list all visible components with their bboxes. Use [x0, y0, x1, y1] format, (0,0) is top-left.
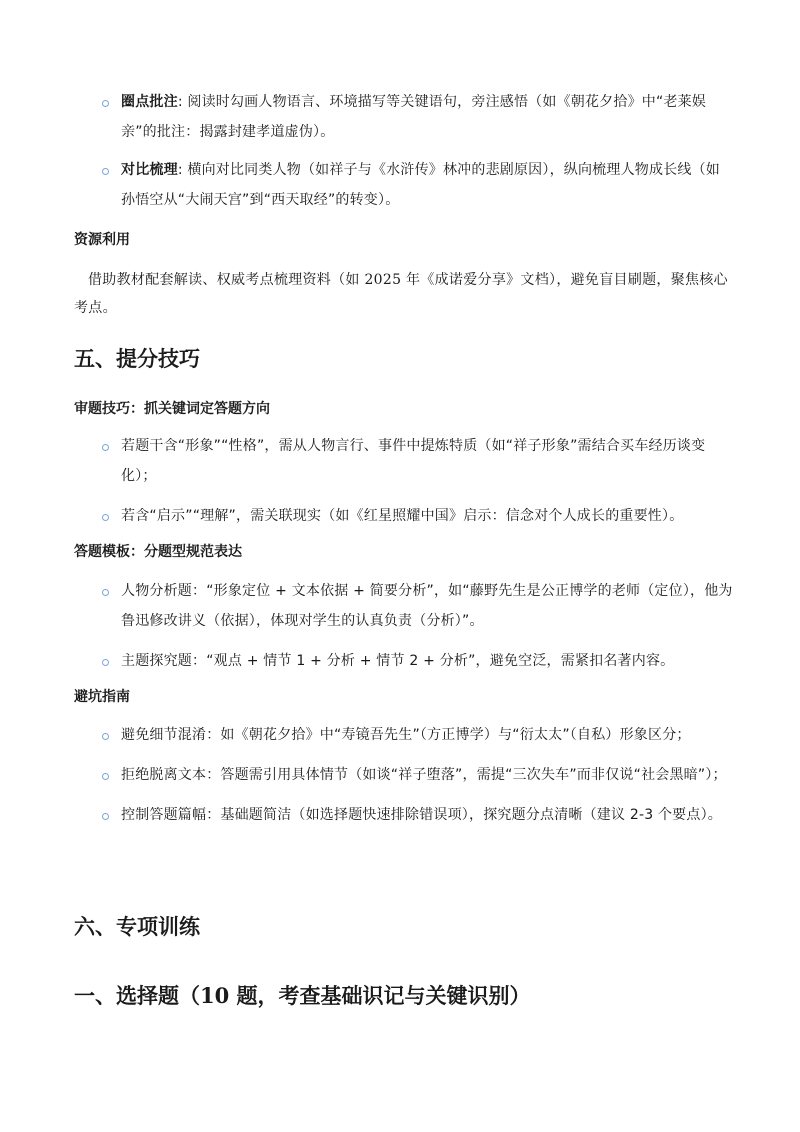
bullet-icon [102, 659, 109, 666]
method-text: : 阅读时勾画人物语言、环境描写等关键语句，旁注感悟（如《朝花夕拾》中“老莱娱亲”的批注：揭露封建孝道虚伪）。 [121, 94, 707, 140]
method-label: 圈点批注 [121, 94, 178, 110]
list-item-text: 若含“启示”“理解”，需关联现实（如《红星照耀中国》启示：信念对个人成长的重要性）。 [121, 508, 684, 524]
template-list [0, 576, 800, 676]
bullet-icon [102, 100, 109, 107]
bullet-icon [102, 589, 109, 596]
bullet-icon [102, 773, 109, 780]
list-item-text: 控制答题篇幅：基础题简洁（如选择题快速排除错误项），探究题分点清晰（建议 2-3 个要点）。 [121, 807, 722, 823]
list-item-text: 若题干含“形象”“性格”，需从人物言行、事件中提炼特质（如“祥子形象”需结合买车经历谈变化）； [121, 438, 706, 484]
list-item-text: 拒绝脱离文本：答题需引用具体情节（如谈“祥子堕落”，需提“三次失车”而非仅说“社会黑暗”）； [121, 767, 727, 783]
bullet-icon [102, 514, 109, 521]
bullet-icon [102, 733, 109, 740]
review-heading: 审题技巧：抓关键词定答题方向 [74, 401, 270, 417]
resource-heading: 资源利用 [74, 232, 130, 248]
list-item [0, 720, 800, 750]
section-6-subtitle: 一、选择题（10 题，考查基础识记与关键识别） [74, 983, 531, 1008]
list-item [0, 431, 800, 491]
list-item [0, 800, 800, 830]
template-heading: 答题模板：分题型规范表达 [74, 544, 242, 560]
bullet-icon [102, 168, 109, 175]
list-item-text: 主题探究题：“观点 + 情节 1 + 分析 + 情节 2 + 分析”，避免空泛，需紧扣名著内容。 [121, 653, 675, 669]
section-5-title: 五、提分技巧 [74, 347, 200, 371]
pitfalls-heading: 避坑指南 [74, 689, 130, 705]
method-text: : 横向对比同类人物（如祥子与《水浒传》林冲的悲剧原因），纵向梳理人物成长线（如孙悟空从“大闹天宫”到“西天取经”的转变）。 [121, 162, 720, 208]
list-item [0, 87, 800, 147]
resource-paragraph: 借助教材配套解读、权威考点梳理资料（如 2025 年《成诺爱分享》文档），避免盲目刷题，聚焦核心考点。 [74, 272, 728, 316]
pitfalls-list [0, 720, 800, 830]
reading-methods-list [0, 87, 800, 215]
list-item [0, 501, 800, 531]
section-6-title: 六、专项训练 [74, 915, 200, 939]
list-item [0, 155, 800, 215]
review-list [0, 431, 800, 531]
list-item-text: 避免细节混淆：如《朝花夕拾》中“寿镜吾先生”（方正博学）与“衍太太”（自私）形象区分； [121, 727, 691, 743]
method-label: 对比梳理 [121, 162, 178, 178]
bullet-icon [102, 444, 109, 451]
list-item [0, 646, 800, 676]
list-item [0, 576, 800, 636]
list-item-text: 人物分析题：“形象定位 + 文本依据 + 简要分析”，如“藤野先生是公正博学的老师（定位），他为鲁迅修改讲义（依据），体现对学生的认真负责（分析）”。 [121, 583, 733, 629]
bullet-icon [102, 813, 109, 820]
list-item [0, 760, 800, 790]
